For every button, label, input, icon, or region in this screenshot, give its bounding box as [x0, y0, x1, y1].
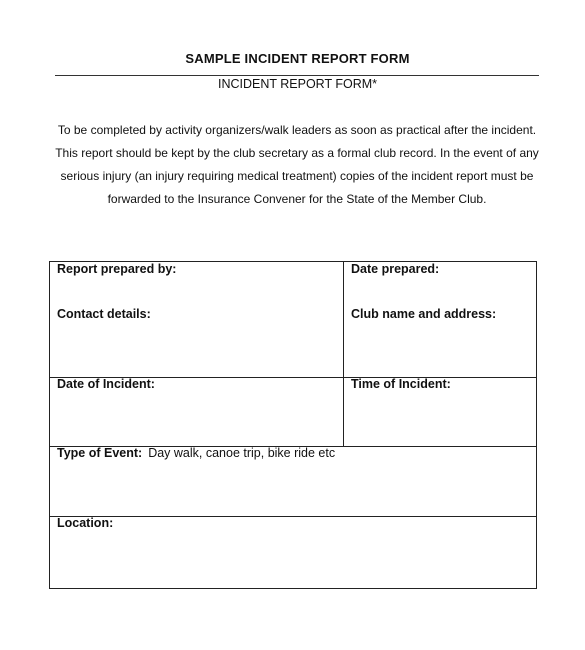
date-of-incident-cell[interactable] — [50, 377, 344, 446]
location-label: Location: — [57, 516, 114, 530]
report-prepared-cell[interactable] — [50, 262, 344, 377]
report-prepared-by-label: Report prepared by: — [57, 262, 177, 276]
incident-form-table — [49, 261, 537, 589]
form-subtitle: INCIDENT REPORT FORM* — [217, 77, 378, 91]
type-of-event-cell[interactable] — [50, 446, 538, 516]
date-prepared-label: Date prepared: — [351, 262, 440, 276]
type-of-event-label — [57, 446, 335, 460]
date-of-incident-label: Date of Incident: — [57, 377, 155, 391]
instructions-paragraph: To be completed by activity organizers/walk leaders as soon as practical after the incident. This report should be kept by the club secretary as a formal club record. In the event of any serious injury (an injury requiring medical treatment) copies of the incident report must be forwarded to the Insurance Convener for the State of the Member Club. — [55, 123, 539, 206]
type-of-event-value: Day walk, canoe trip, bike ride etc — [148, 446, 336, 460]
page-title: SAMPLE INCIDENT REPORT FORM — [185, 51, 410, 66]
contact-details-label: Contact details: — [57, 307, 151, 321]
date-prepared-cell[interactable] — [344, 262, 538, 377]
type-of-event-label-text: Type of Event: — [57, 446, 143, 460]
time-of-incident-cell[interactable] — [344, 377, 538, 446]
club-name-address-label: Club name and address: — [351, 307, 497, 321]
title-divider — [55, 75, 539, 76]
time-of-incident-label: Time of Incident: — [351, 377, 451, 391]
location-cell[interactable] — [50, 516, 538, 588]
